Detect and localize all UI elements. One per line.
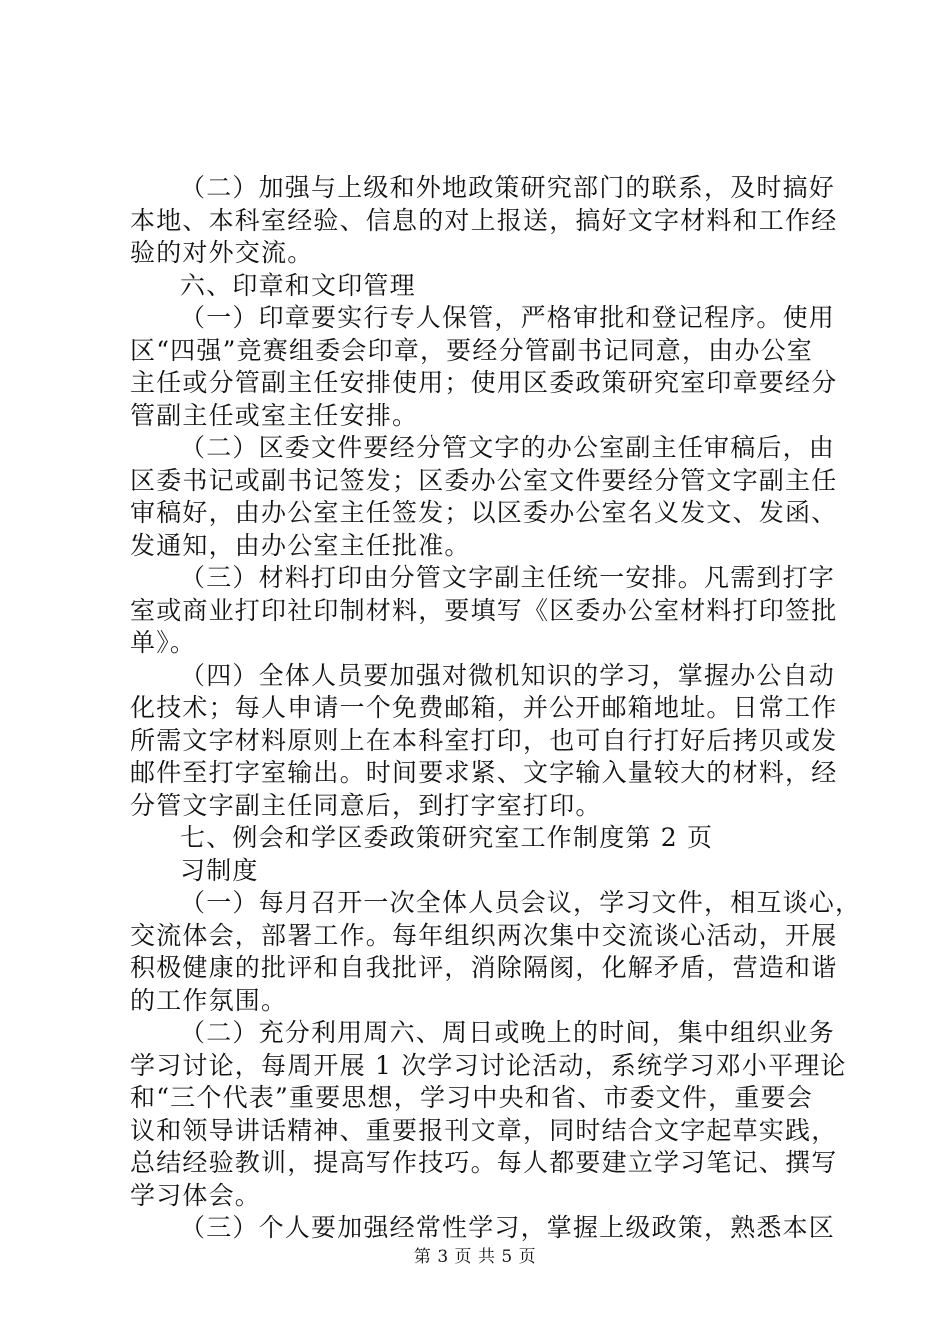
text-line: （三）材料打印由分管文字副主任统一安排。凡需到打字: [180, 563, 836, 592]
text-line: （四）全体人员要加强对微机知识的学习，掌握办公自动: [180, 660, 836, 690]
text-line: 验的对外交流。: [130, 238, 314, 267]
text-line: 本地、本科室经验、信息的对上报送，搞好文字材料和工作经: [130, 205, 838, 235]
text-line: （三）个人要加强经常性学习，掌握上级政策，熟悉本区: [180, 1213, 836, 1242]
text-line: 六、印章和文印管理: [180, 270, 416, 300]
text-line: 管副主任或室主任安排。: [130, 400, 419, 430]
text-line: （二）加强与上级和外地政策研究部门的联系，及时搞好: [180, 173, 836, 202]
page-footer: 第 3 页 共 5 页: [413, 1247, 537, 1267]
text-line: （二）区委文件要经分管文字的办公室副主任审稿后，由: [180, 433, 836, 462]
text-line: 习制度: [180, 855, 259, 885]
text-line: 室或商业打印社印制材料，要填写《区委办公室材料打印签批: [130, 595, 838, 625]
text-line: 审稿好，由办公室主任签发；以区委办公室名义发文、发函、: [130, 498, 838, 527]
text-line: 分管文字副主任同意后，到打字室打印。: [130, 790, 602, 820]
text-line: 总结经验教训，提高写作技巧。每人都要建立学习笔记、撰写: [130, 1148, 838, 1177]
text-line: 学习体会。: [130, 1180, 262, 1210]
text-line: 学习讨论，每周开展 1 次学习讨论活动，系统学习邓小平理论: [130, 1050, 847, 1080]
text-line: 交流体会，部署工作。每年组织两次集中交流谈心活动，开展: [130, 920, 838, 950]
text-line: 议和领导讲话精神、重要报刊文章，同时结合文字起草实践，: [130, 1115, 838, 1145]
text-line: 积极健康的批评和自我批评，消除隔阂，化解矛盾，营造和谐: [130, 953, 838, 982]
text-line: 邮件至打字室输出。时间要求紧、文字输入量较大的材料，经: [130, 758, 838, 787]
text-line: 区“四强”竞赛组委会印章，要经分管副书记同意，由办公室: [130, 335, 813, 365]
text-line: 和“三个代表”重要思想，学习中央和省、市委文件，重要会: [130, 1083, 813, 1112]
text-line: 七、例会和学区委政策研究室工作制度第 2 页: [180, 823, 714, 852]
text-line: 单》。: [130, 628, 197, 657]
document-body: [130, 172, 862, 1245]
text-line: （一）印章要实行专人保管，严格审批和登记程序。使用: [180, 303, 836, 332]
text-line: 的工作氛围。: [130, 985, 288, 1015]
text-line: （二）充分利用周六、周日或晚上的时间，集中组织业务: [180, 1018, 836, 1047]
text-line: 化技术；每人申请一个免费邮箱，并公开邮箱地址。日常工作: [130, 693, 838, 722]
text-line: 所需文字材料原则上在本科室打印，也可自行打好后拷贝或发: [130, 725, 838, 755]
text-line: 主任或分管副主任安排使用；使用区委政策研究室印章要经分: [130, 368, 838, 397]
text-line: 发通知，由办公室主任批准。: [130, 530, 471, 560]
text-line: 区委书记或副书记签发；区委办公室文件要经分管文字副主任: [130, 465, 838, 495]
text-line: （一）每月召开一次全体人员会议，学习文件，相互谈心，: [180, 888, 862, 917]
